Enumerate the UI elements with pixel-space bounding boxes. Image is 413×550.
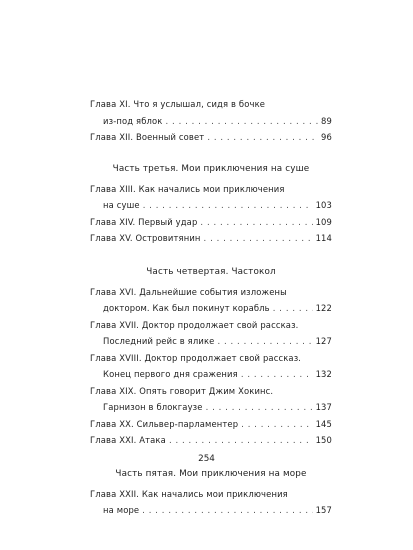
toc-page-number: 150 [315, 435, 332, 445]
toc-section-part-three [90, 181, 332, 247]
toc-entry-title: из-под яблок [103, 115, 163, 126]
toc-page-number: 127 [315, 336, 332, 346]
toc-page-number: 157 [315, 505, 332, 515]
toc-entry-title: Глава XVI. Дальнейшие события изложены [90, 286, 287, 297]
toc-entry-line [90, 197, 332, 214]
dot-leader [206, 399, 313, 416]
toc-section-part-four [90, 284, 332, 449]
part-heading: Часть третья. Мои приключения на суше [112, 163, 310, 174]
toc-entry-title: Глава XX. Сильвер-парламентер [90, 418, 239, 429]
toc-entry-line [90, 214, 332, 231]
toc-page-number: 122 [315, 303, 332, 313]
toc-entry-line [90, 502, 332, 519]
toc-entry-title: Гарнизон в блокгаузе [103, 402, 203, 412]
dot-leader [204, 230, 313, 247]
toc-entry-title: Глава XI. Что я услышал, сидя в бочке [90, 99, 266, 109]
toc-entry-title: Глава XIV. Первый удар [90, 216, 198, 227]
toc-page-number: 109 [315, 216, 332, 227]
page-number: 254 [198, 454, 215, 464]
part-heading: Часть пятая. Мои приключения на море [115, 468, 307, 479]
toc-entry-line [90, 399, 332, 416]
toc-entry-line [90, 96, 332, 113]
toc-entry-line [90, 486, 332, 503]
toc-entry-title: Глава XII. Военный совет [90, 132, 205, 142]
dot-leader [273, 300, 313, 317]
toc-entry-line [90, 113, 332, 130]
toc-entry-line [90, 333, 332, 350]
toc-entry-line [90, 129, 332, 146]
toc-entry-line [90, 366, 332, 383]
toc-page-number: 103 [315, 200, 332, 210]
toc-entry-line [90, 284, 332, 301]
toc-entry-title: Глава XIX. Опять говорит Джим Хокинс. [90, 385, 274, 396]
toc-entry-title: Глава XXI. Атака [90, 435, 166, 445]
toc-entry-line [90, 317, 332, 334]
toc-entry-line [90, 230, 332, 247]
toc-entry-title: доктором. Как был покинут корабль [103, 303, 270, 313]
toc-entry-title: Глава XIII. Как начались мои приключения [90, 183, 285, 194]
toc-entry-title: Конец первого дня сражения [103, 369, 238, 379]
toc-section-continued [90, 96, 332, 146]
dot-leader [200, 214, 312, 231]
toc-page-number: 89 [321, 115, 332, 126]
dot-leader [142, 502, 312, 519]
toc-entry-title: Глава XVIII. Доктор продолжает свой рассказ. [90, 352, 302, 363]
dot-leader [241, 416, 312, 433]
toc-page-number: 137 [315, 402, 332, 412]
toc-entry-title: на море [103, 505, 140, 515]
toc-entry-line [90, 383, 332, 400]
toc-entry-title: на суше [103, 200, 140, 210]
toc-page-number: 114 [315, 233, 332, 243]
toc-entry-line [90, 350, 332, 367]
toc-entry-title: Глава XV. Островитянин [90, 233, 201, 243]
toc-entry-line [90, 300, 332, 317]
toc-entry-line [90, 416, 332, 433]
dot-leader [241, 366, 313, 383]
toc-page-number: 96 [321, 132, 332, 142]
toc-entry-line [90, 432, 332, 449]
toc-entry-title: Последний рейс в ялике [103, 336, 215, 346]
toc-page-number: 145 [315, 418, 332, 429]
toc-entry-title: Глава XVII. Доктор продолжает свой рассказ. [90, 319, 299, 330]
toc-entry-line [90, 181, 332, 198]
dot-leader [207, 129, 318, 146]
dot-leader [166, 113, 319, 130]
dot-leader [217, 333, 312, 350]
part-heading: Часть четвертая. Частокол [146, 266, 276, 277]
toc-section-part-five [90, 486, 332, 519]
toc-page-number: 132 [315, 369, 332, 379]
dot-leader [169, 432, 313, 449]
dot-leader [143, 197, 313, 214]
toc-entry-title: Глава XXII. Как начались мои приключения [90, 488, 288, 499]
